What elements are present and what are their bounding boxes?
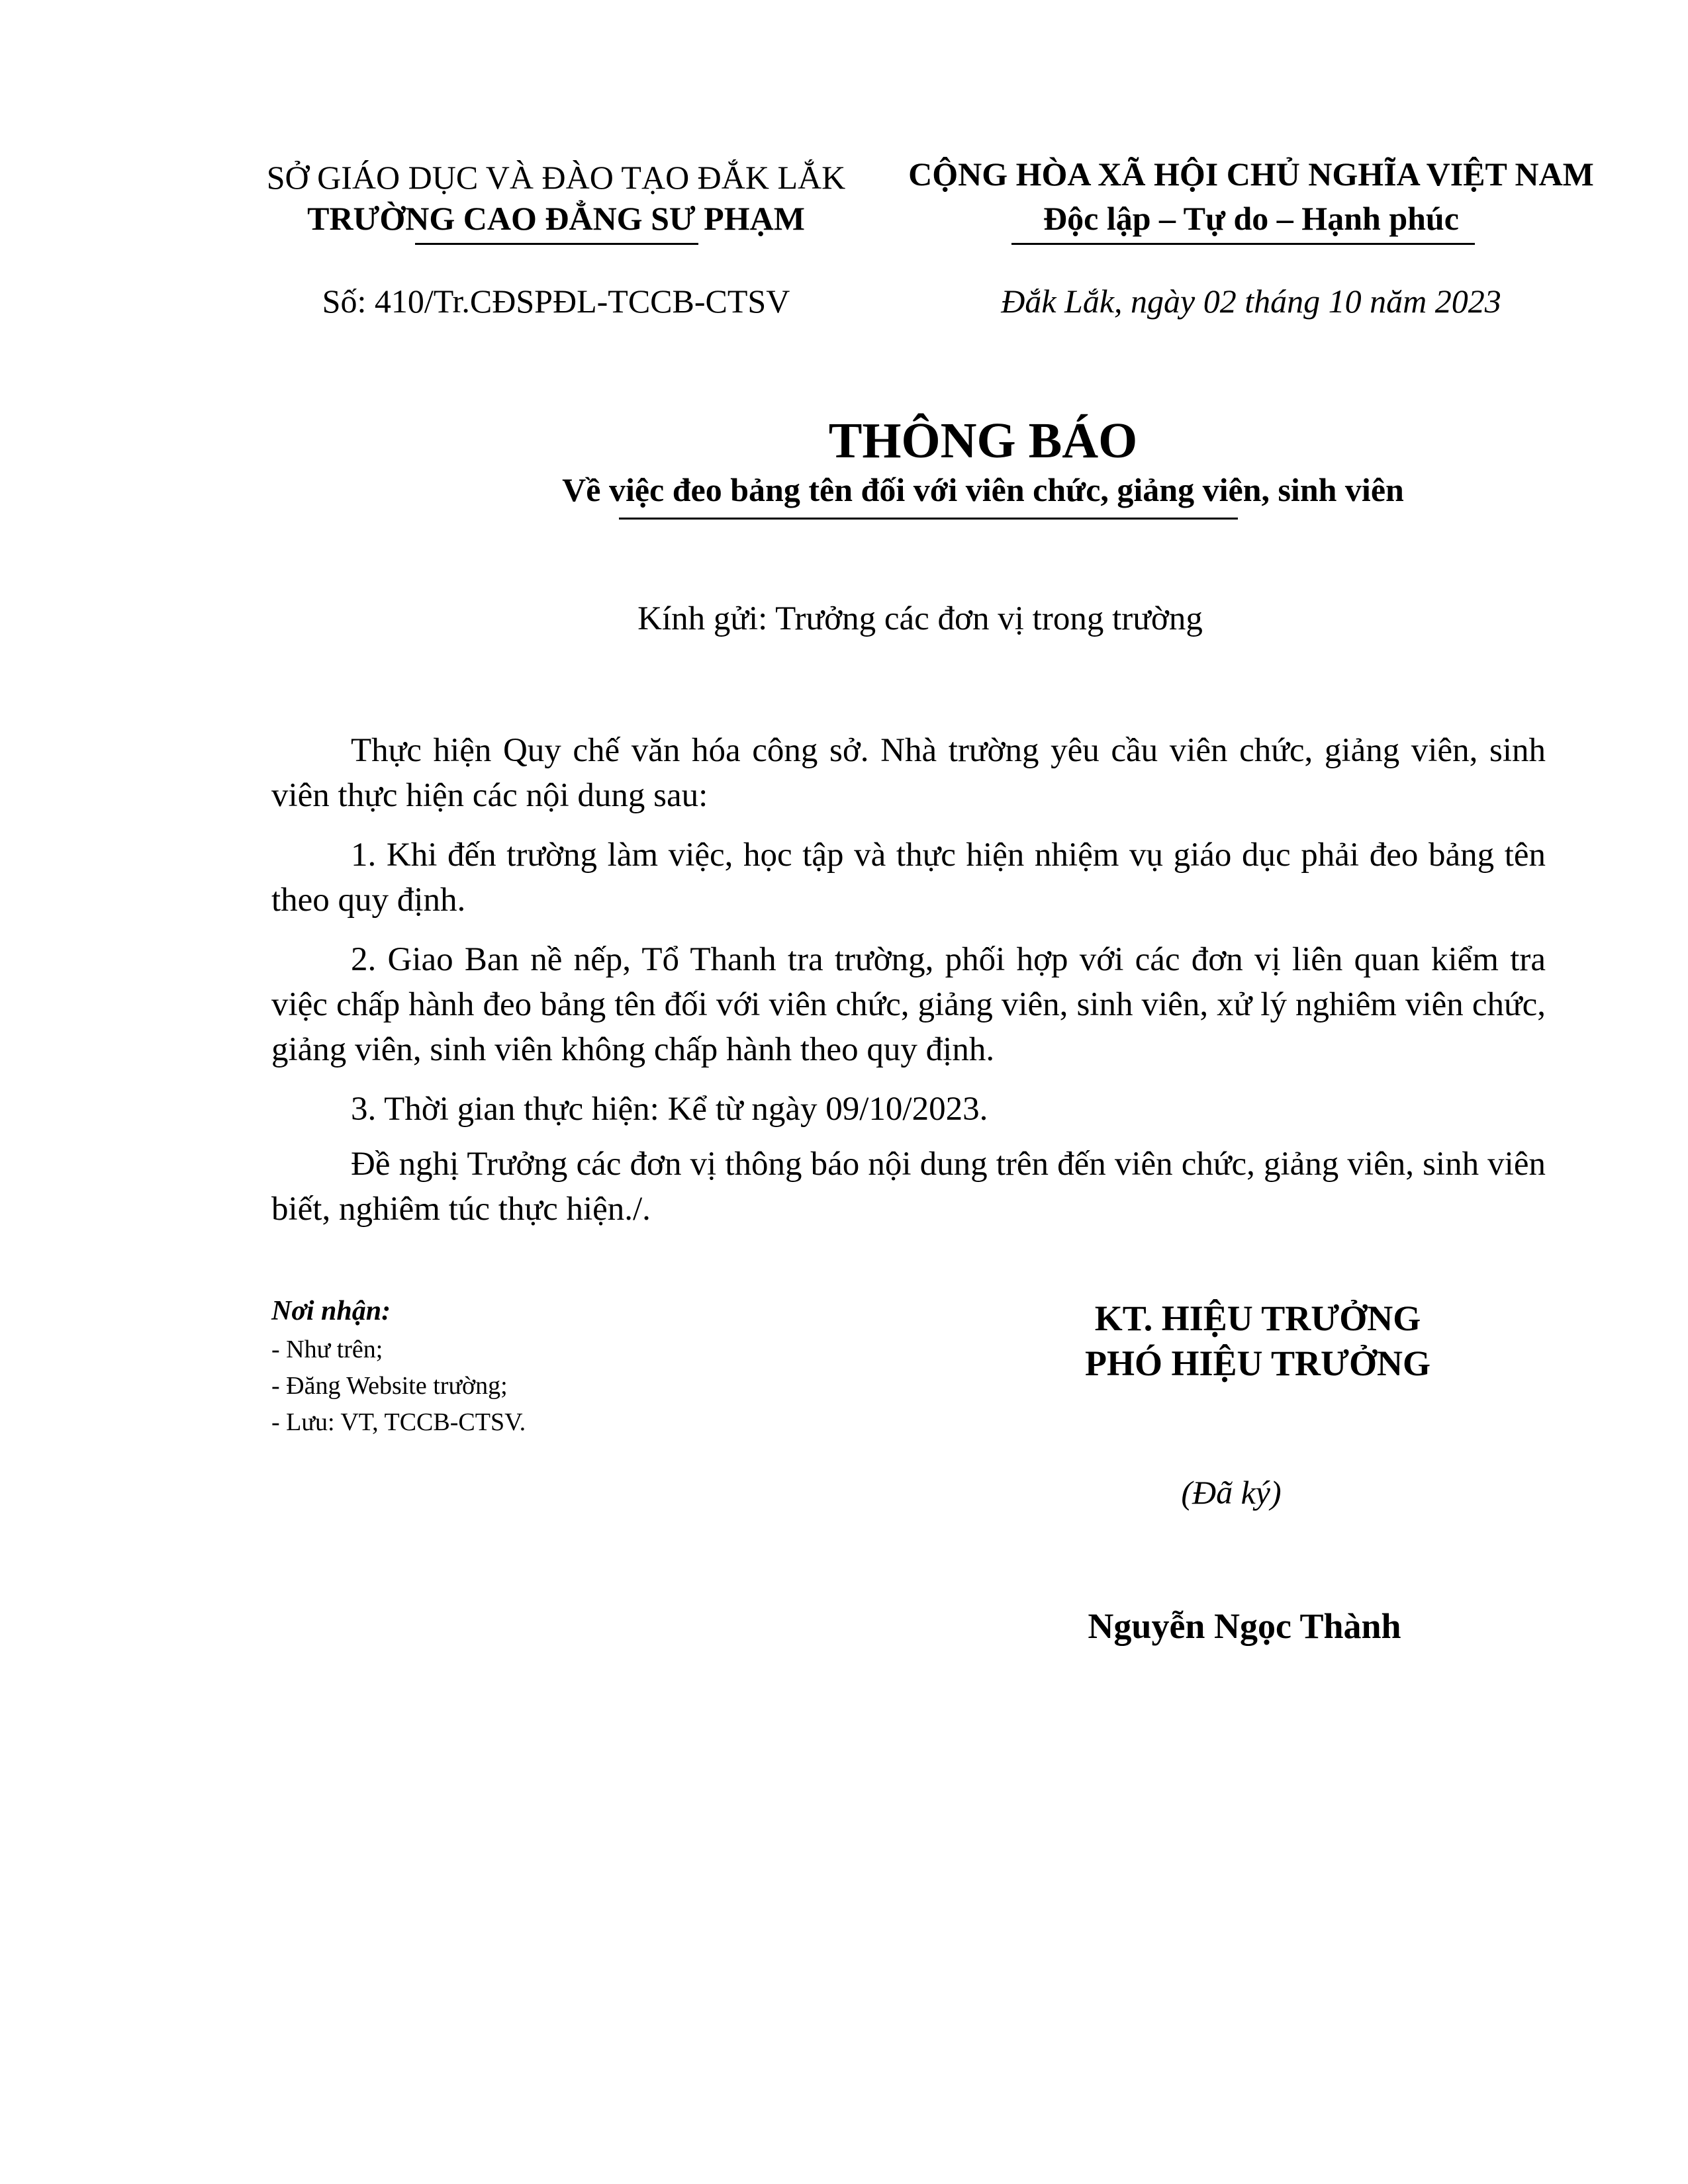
country-name: CỘNG HÒA XÃ HỘI CHỦ NGHĨA VIỆT NAM	[908, 156, 1594, 193]
document-number: Số: 410/Tr.CĐSPĐL-TCCB-CTSV	[322, 283, 790, 320]
subject-underline	[619, 518, 1238, 520]
recipient-item: - Lưu: VT, TCCB-CTSV.	[271, 1408, 526, 1436]
document-title: THÔNG BÁO	[828, 413, 1138, 469]
signature-title-line1: KT. HIỆU TRƯỞNG	[1094, 1298, 1421, 1338]
signed-note: (Đã ký)	[1181, 1474, 1282, 1511]
body-paragraph-item-2: 2. Giao Ban nề nếp, Tổ Thanh tra trường, phối hợp với các đơn vị liên quan kiểm tra việc chấp hành đeo bảng tên đối với viên chức, giảng viên, sinh viên, xử lý nghiêm viên chức, giảng viên, sinh viên không chấp hành theo quy định.	[271, 941, 1546, 1068]
agency-name: SỞ GIÁO DỤC VÀ ĐÀO TẠO ĐẮK LẮK	[266, 159, 846, 196]
national-motto: Độc lập – Tự do – Hạnh phúc	[1043, 200, 1459, 237]
document-subject: Về việc đeo bảng tên đối với viên chức, giảng viên, sinh viên	[562, 471, 1404, 508]
signer-name: Nguyễn Ngọc Thành	[1088, 1606, 1401, 1646]
recipient-item: - Đăng Website trường;	[271, 1372, 508, 1400]
place-date: Đắk Lắk, ngày 02 tháng 10 năm 2023	[1001, 283, 1501, 320]
body-paragraph-item-3: 3. Thời gian thực hiện: Kể từ ngày 09/10/2023.	[351, 1091, 988, 1128]
recipients-title: Nơi nhận:	[271, 1296, 391, 1326]
body-paragraph-intro: Thực hiện Quy chế văn hóa công sở. Nhà trường yêu cầu viên chức, giảng viên, sinh viên thực hiện các nội dung sau:	[271, 732, 1546, 814]
recipient-item: - Như trên;	[271, 1336, 383, 1363]
school-name: TRƯỜNG CAO ĐẲNG SƯ PHẠM	[307, 200, 805, 237]
body-paragraph-closing: Đề nghị Trưởng các đơn vị thông báo nội dung trên đến viên chức, giảng viên, sinh viên biết, nghiêm túc thực hiện./.	[271, 1146, 1546, 1228]
body-paragraph-item-1: 1. Khi đến trường làm việc, học tập và thực hiện nhiệm vụ giáo dục phải đeo bảng tên theo quy định.	[271, 837, 1546, 919]
greeting-line: Kính gửi: Trưởng các đơn vị trong trường	[637, 600, 1203, 637]
school-underline	[415, 243, 698, 245]
signature-title-line2: PHÓ HIỆU TRƯỞNG	[1084, 1343, 1431, 1383]
motto-underline	[1011, 243, 1475, 245]
